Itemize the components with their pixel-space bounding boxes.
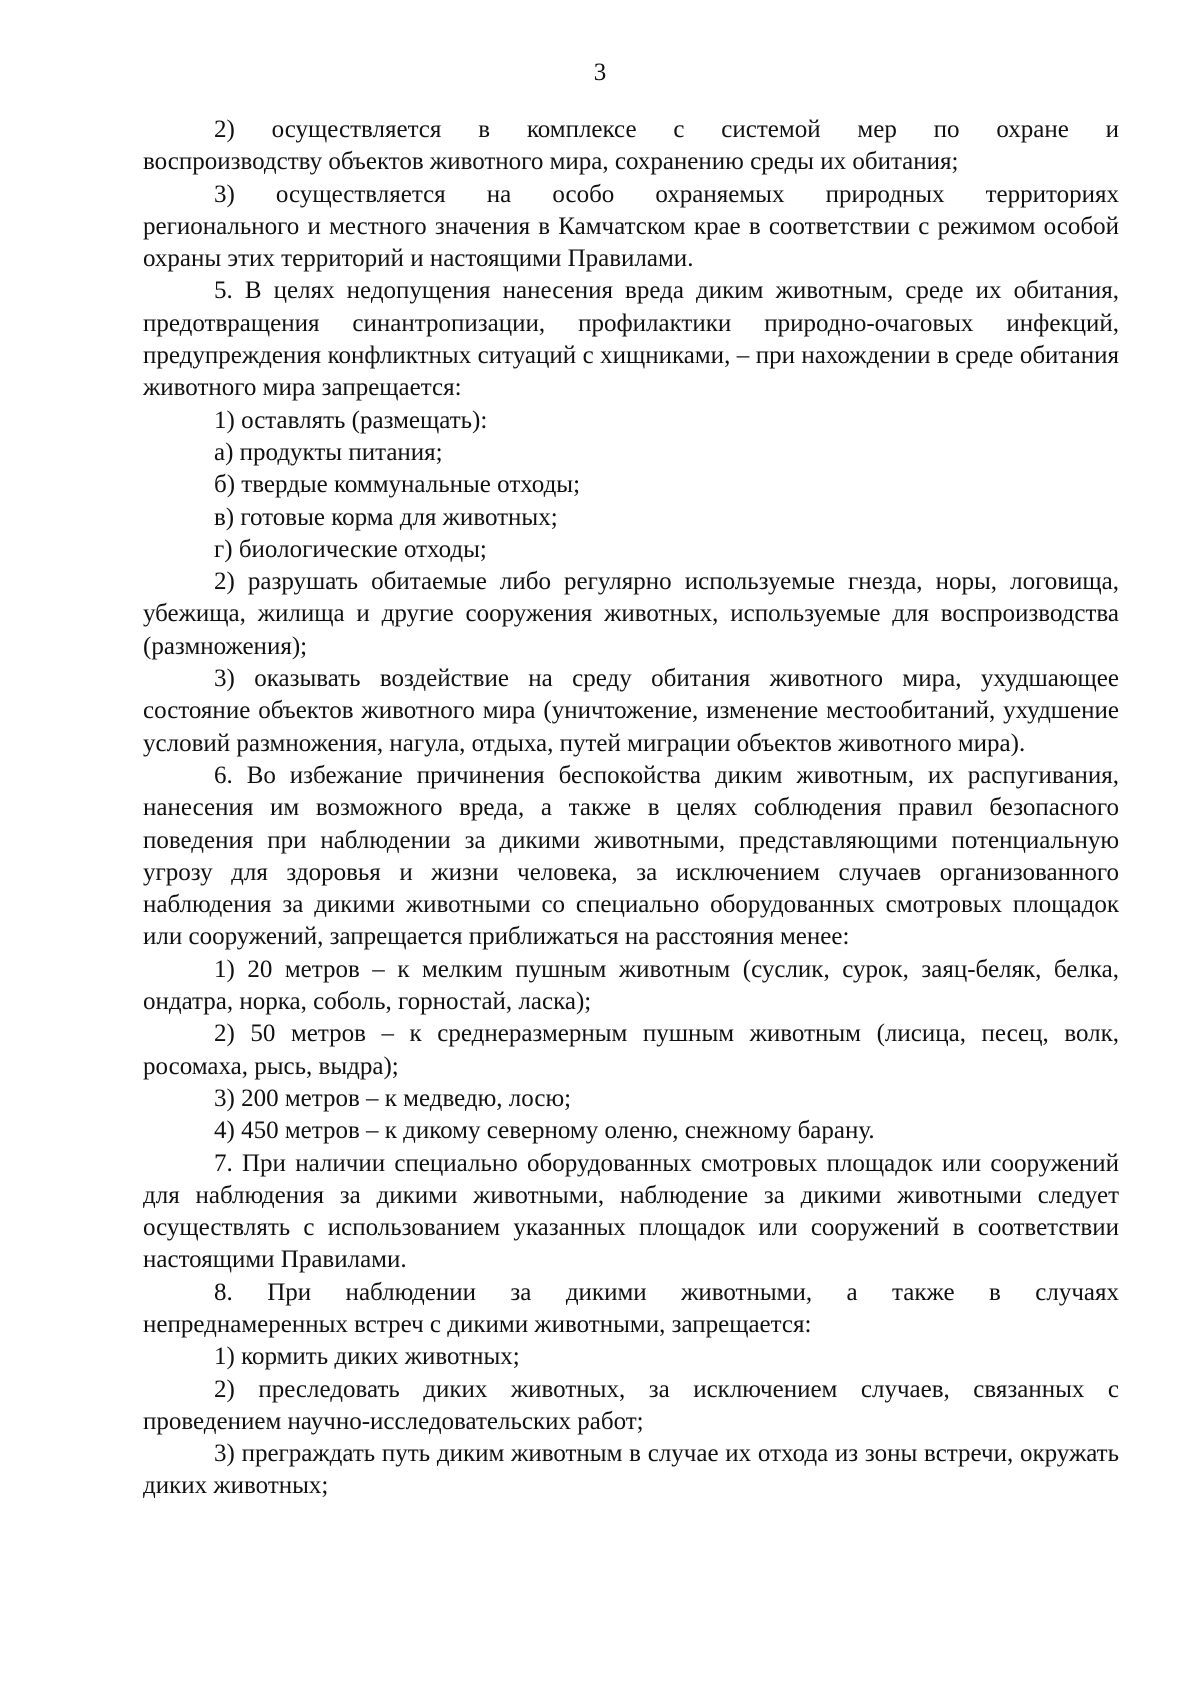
- list-item: 2) преследовать диких животных, за исключением случаев, связанных с проведением научно-исследовательских работ;: [143, 1375, 1119, 1435]
- page-number: 3: [593, 59, 607, 86]
- list-item: 2) разрушать обитаемые либо регулярно используемые гнезда, норы, логовища, убежища, жилища и другие сооружения животных, используемые для воспроизводства (размножения);: [143, 568, 1119, 660]
- list-item: 1) 20 метров – к мелким пушным животным (суслик, сурок, заяц-беляк, белка, ондатра, норка, соболь, горностай, ласка);: [143, 955, 1119, 1016]
- list-item: 3) 200 метров – к медведю, лосю;: [214, 1084, 572, 1112]
- paragraph-line: 3) осуществляется на особо охраняемых природных территориях: [214, 180, 1119, 208]
- list-item: в) готовые корма для животных;: [214, 503, 558, 531]
- paragraph-line: непреднамеренных встреч с дикими животными, запрещается:: [143, 1310, 812, 1338]
- paragraph: 7. При наличии специально оборудованных смотровых площадок или сооружений для наблюдения за дикими животными, наблюдение за дикими животными следует осуществлять с использованием указанных площадок или сооружений в соответствии настоящими Правилами.: [143, 1149, 1119, 1274]
- paragraph-line: 8. При наблюдении за дикими животными, а также в случаях: [214, 1278, 1119, 1306]
- paragraph-line: воспроизводству объектов животного мира, сохранению среды их обитания;: [143, 148, 959, 176]
- paragraph: 6. Во избежание причинения беспокойства диким животным, их распугивания, нанесения им возможного вреда, а также в целях соблюдения правил безопасного поведения при наблюдении за дикими животными, представляющими потенциальную угрозу для здоровья и жизни человека, за исключением случаев организованного наблюдения за дикими животными со специально оборудованных смотровых площадок или сооружений, запрещается приближаться на расстояния менее:: [143, 761, 1119, 951]
- list-item: б) твердые коммунальные отходы;: [214, 471, 581, 499]
- list-item: 3) преграждать путь диким животным в случае их отхода из зоны встречи, окружать диких животных;: [143, 1440, 1119, 1500]
- paragraph-line: 2) осуществляется в комплексе с системой мер по охране и: [214, 116, 1119, 143]
- list-item: а) продукты питания;: [214, 438, 443, 466]
- paragraph-line: регионального и местного значения в Камчатском крае в соответствии с режимом особой охраны этих территорий и настоящими Правилами.: [143, 212, 1119, 273]
- paragraph: 5. В целях недопущения нанесения вреда диким животным, среде их обитания, предотвращения синантропизации, профилактики природно-очаговых инфекций, предупреждения конфликтных ситуаций с хищниками, – при нахождении в среде обитания животного мира запрещается:: [143, 277, 1119, 402]
- list-item: 2) 50 метров – к среднеразмерным пушным животным (лисица, песец, волк, росомаха, рысь, выдра);: [143, 1020, 1119, 1080]
- list-item: г) биологические отходы;: [214, 535, 487, 563]
- list-item: 1) оставлять (размещать):: [214, 406, 488, 434]
- document-body: [143, 114, 1119, 1503]
- list-item: 4) 450 метров – к дикому северному оленю, снежному барану.: [214, 1117, 875, 1145]
- list-item: 3) оказывать воздействие на среду обитания животного мира, ухудшающее состояние объектов животного мира (уничтожение, изменение местообитаний, ухудшение условий размножения, нагула, отдыха, путей миграции объектов животного мира).: [143, 665, 1119, 757]
- list-item: 1) кормить диких животных;: [214, 1343, 520, 1371]
